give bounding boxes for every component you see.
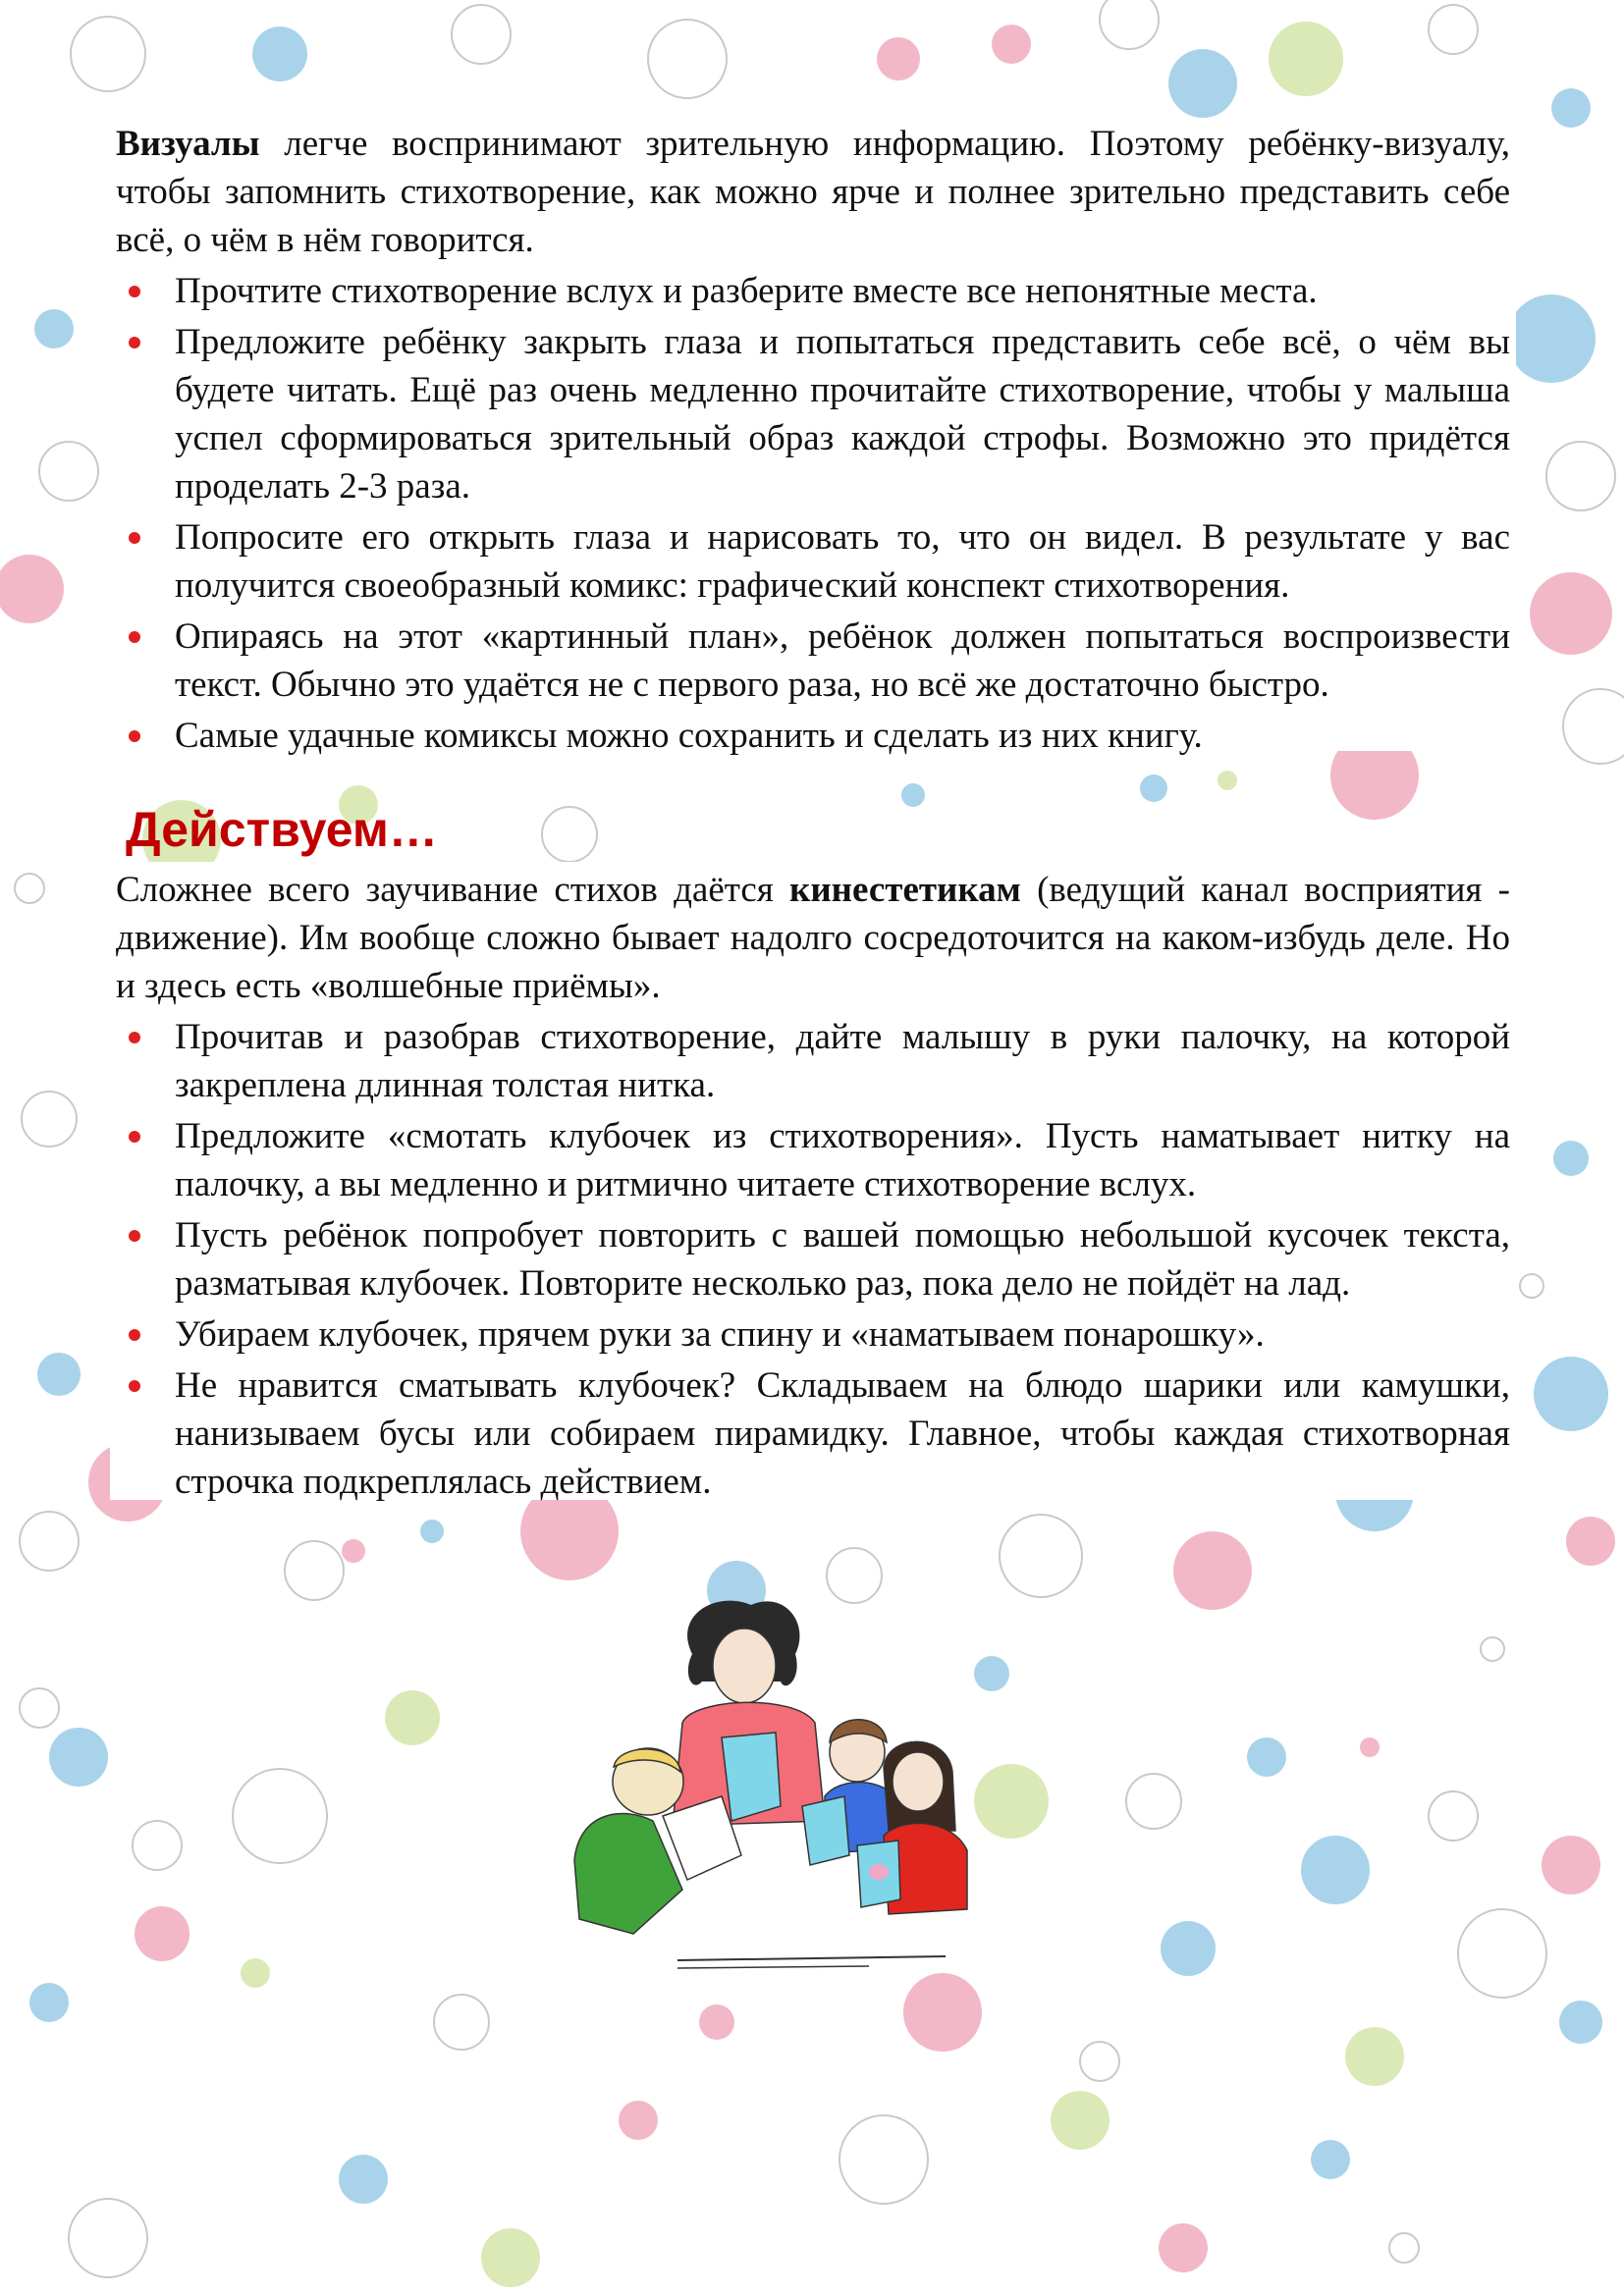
kinesthetics-intro: Сложнее всего заучивание стихов даётся кинестетикам (ведущий канал восприятия - движение). Им вообще сложно бывает надолго сосредоточится на каком-избудь деле. Но и здесь есть «волшебные приёмы». [116,870,1510,1006]
bullet-icon [129,1329,140,1341]
polka-dot [619,2101,658,2140]
polka-dot [1530,572,1612,655]
polka-dot [1000,1515,1082,1597]
polka-dot [1345,2027,1404,2086]
polka-dot [839,2115,928,2204]
polka-dot [1507,294,1596,383]
visuals-steps-list [116,267,1510,760]
polka-dot [1269,22,1343,96]
bullet-icon [129,631,140,643]
list-item: Не нравится сматывать клубочек? Складываем на блюдо шарики или камушки, нанизываем бусы или собираем пирамидку. Главное, чтобы каждая стихотворная строчка подкреплялась действием. [116,1362,1510,1506]
visuals-term: Визуалы [116,124,260,164]
polka-dot [1481,1637,1504,1661]
polka-dot [420,1520,444,1543]
polka-dot [1559,2001,1602,2044]
polka-dot [20,1688,59,1728]
polka-dot [135,1906,189,1961]
polka-dot [1542,1836,1600,1895]
polka-dot [71,17,145,91]
polka-dot [22,1092,77,1147]
polka-dot [20,1512,79,1571]
polka-dot [992,25,1031,64]
list-item: Пусть ребёнок попробует повторить с вашей помощью небольшой кусочек текста, разматывая клубочек. Повторите несколько раз, пока дело не пойдёт на лад. [116,1211,1510,1308]
polka-dot [1161,1921,1216,1976]
polka-dot [34,309,74,348]
bullet-icon [129,286,140,297]
polka-dot [1126,1774,1181,1829]
polka-dot [1429,1791,1478,1841]
list-item: Прочтите стихотворение вслух и разберите вместе все непонятные места. [116,267,1510,315]
polka-dot [1360,1737,1380,1757]
visuals-intro-text: легче воспринимают зрительную информацию. Поэтому ребёнку-визуалу, чтобы запомнить стихотворение, как можно ярче и полнее зрительно представить себе всё, о чём в нём говорится. [116,124,1510,260]
section-kinesthetics [116,866,1510,1506]
polka-dot [1546,442,1615,510]
polka-dot [241,1958,270,1988]
polka-dot [37,1353,81,1396]
polka-dot [1534,1357,1608,1431]
polka-dot [1051,2091,1110,2150]
list-item: Попросите его открыть глаза и нарисовать то, что он видел. В результате у вас получится своеобразный комикс: графический конспект стихотворения. [116,513,1510,610]
kinesthetics-term: кинестетикам [789,870,1021,910]
polka-dot [15,874,44,903]
polka-dot [903,1973,982,2052]
polka-dot [342,1539,365,1563]
polka-dot [1168,49,1237,118]
polka-dot [901,783,925,807]
polka-dot [1311,2140,1350,2179]
polka-dot [1563,689,1624,764]
polka-dot [29,1983,69,2022]
bullet-icon [129,532,140,544]
polka-dot [434,1995,489,2050]
polka-dot [1458,1909,1546,1998]
kinesthetics-steps-list [116,1013,1510,1506]
polka-dot [1247,1737,1286,1777]
list-item: Прочитав и разобрав стихотворение, дайте малышу в руки палочку, на которой закреплена длинная толстая нитка. [116,1013,1510,1109]
list-item: Предложите ребёнку закрыть глаза и попытаться представить себе всё, о чём вы будете читать. Ещё раз очень медленно прочитайте стихотворение, чтобы у малыша успел сформироваться зрительный образ каждой строфы. Возможно это придётся проделать 2-3 раза. [116,318,1510,510]
polka-dot [648,20,727,98]
list-item: Опираясь на этот «картинный план», ребёнок должен попытаться воспроизвести текст. Обычно это удаётся не с первого раза, но всё же достаточно быстро. [116,613,1510,709]
bullet-icon [129,1230,140,1242]
polka-dot [1100,0,1159,49]
polka-dot [1080,2042,1119,2081]
bullet-icon [129,1032,140,1043]
visuals-intro [116,120,1510,264]
polka-dot [877,37,920,80]
polka-dot [39,442,98,501]
polka-dot [1429,5,1478,54]
polka-dot [1218,771,1237,790]
polka-dot [339,2155,388,2204]
polka-dot [699,2004,734,2040]
teacher-with-children-illustration [545,1595,977,1978]
polka-dot [1140,774,1167,802]
polka-dot [1551,88,1591,128]
bullet-icon [129,1131,140,1143]
polka-dot [481,2228,540,2287]
list-item: Самые удачные комиксы можно сохранить и сделать из них книгу. [116,712,1510,760]
polka-dot [1520,1274,1543,1298]
polka-dot [1566,1517,1615,1566]
list-item: Предложите «смотать клубочек из стихотворения». Пусть наматывает нитку на палочку, а вы медленно и ритмично читаете стихотворение вслух. [116,1112,1510,1208]
polka-dot [974,1656,1009,1691]
polka-dot [452,5,511,64]
section-heading-act: Действуем… [126,802,438,857]
polka-dot [133,1821,182,1870]
section-visuals [116,120,1510,760]
polka-dot [1389,2233,1419,2263]
polka-dot [69,2199,147,2277]
polka-dot [974,1764,1049,1839]
polka-dot [49,1728,108,1787]
polka-dot [285,1541,344,1600]
bullet-icon [129,337,140,348]
polka-dot [1159,2223,1208,2272]
list-item: Убираем клубочек, прячем руки за спину и «наматываем понарошку». [116,1310,1510,1359]
polka-dot [1553,1141,1589,1176]
polka-dot [252,27,307,81]
polka-dot [233,1769,327,1863]
polka-dot [1301,1836,1370,1904]
bullet-icon [129,730,140,742]
polka-dot [0,555,64,623]
polka-dot [542,807,597,862]
polka-dot [1173,1531,1252,1610]
bullet-icon [129,1380,140,1392]
polka-dot [385,1690,440,1745]
